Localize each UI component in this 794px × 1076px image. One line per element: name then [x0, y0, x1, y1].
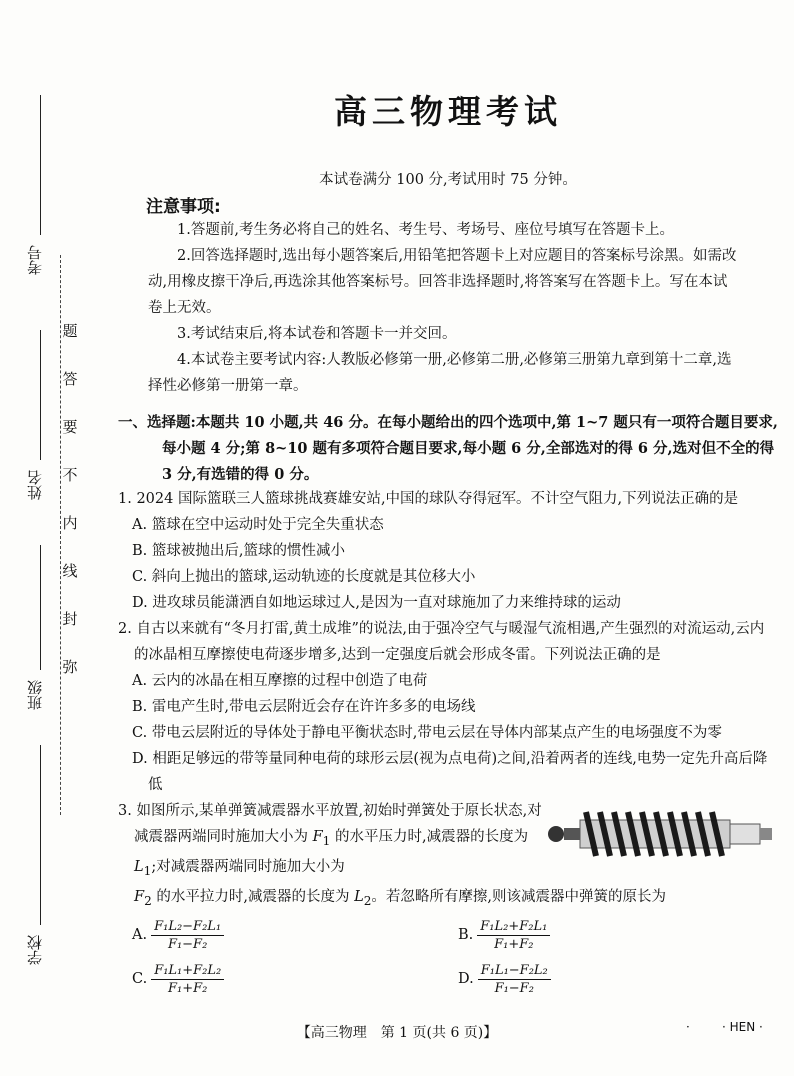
seal-char: 题 [62, 322, 78, 340]
notice-item: 2.回答选择题时,选出每小题答案后,用铅笔把答题卡上对应题目的答案标号涂黑。如需改动,用橡皮擦干净后,再选涂其他答案标号。回答非选择题时,将答案写在答题卡上。写在本试卷上无效。 [148, 248, 737, 316]
question-1 [118, 486, 778, 616]
page-title: 高三物理考试 [334, 92, 562, 131]
name-label: 姓名 [26, 470, 44, 500]
seal-char: 不 [62, 466, 78, 484]
question-3 [118, 798, 778, 1004]
option: C. 斜向上抛出的篮球,运动轨迹的长度就是其位移大小 [132, 569, 476, 585]
footer-mark: · HEN · [722, 1020, 763, 1034]
option: D. 进攻球员能潇洒自如地运球过人,是因为一直对球施加了力来维持球的运动 [132, 595, 621, 611]
choice-a: A. $\frac{\text{F₁L₂−F₂L₁}}{\text{F₁−F₂}}$ [132, 918, 224, 953]
notice-item: 4.本试卷主要考试内容:人教版必修第一册,必修第二册,必修第三册第九章到第十二章,选择性必修第一册第一章。 [148, 352, 732, 394]
seal-char: 弥 [62, 658, 78, 676]
exam-no-label: 考号 [26, 245, 44, 275]
question-stem: 1. 2024 国际篮联三人篮球挑战赛雄安站,中国的球队夺得冠军。不计空气阻力,下列说法正确的是 [118, 491, 739, 507]
seal-text [58, 320, 82, 704]
class-label: 班级 [26, 680, 44, 710]
footer-dot: · [686, 1020, 690, 1034]
class-line [40, 545, 41, 670]
question-list [118, 486, 778, 1004]
school-line [40, 745, 41, 925]
seal-char: 内 [62, 514, 78, 532]
question-stem: 3. 如图所示,某单弹簧减震器水平放置,初始时弹簧处于原长状态,对减震器两端同时施加大小为 $F_1$ 的水平压力时,减震器的长度为 $L_1$;对减震器两端同时施加大小为 [118, 803, 542, 878]
question-stem: 2. 自古以来就有“冬月打雷,黄土成堆”的说法,由于强冷空气与暖湿气流相遇,产生强烈的对流运动,云内的冰晶相互摩擦使电荷逐步增多,达到一定强度后就会形成冬雷。下列说法正确的是 [118, 621, 765, 663]
notice-list [148, 217, 740, 399]
binding-strip [0, 0, 100, 1076]
option: A. 云内的冰晶在相互摩擦的过程中创造了电荷 [132, 673, 428, 689]
seal-char: 封 [62, 610, 78, 628]
seal-char: 要 [62, 418, 78, 436]
choice-d: D. $\frac{\text{F₁L₁−F₂L₂}}{\text{F₁−F₂}}$ [458, 962, 551, 997]
option: B. 篮球被抛出后,篮球的惯性减小 [132, 543, 345, 559]
shock-absorber-image [546, 804, 776, 862]
notice-item: 3.考试结束后,将本试卷和答题卡一并交回。 [177, 326, 457, 342]
page-footer: 【高三物理 第 1 页(共 6 页)】 [296, 1025, 498, 1041]
option: C. 带电云层附近的导体处于静电平衡状态时,带电云层在导体内部某点产生的电场强度不为零 [132, 725, 722, 741]
school-label: 学校 [26, 935, 44, 965]
choice-b: B. $\frac{\text{F₁L₂+F₂L₁}}{\text{F₁+F₂}}$ [458, 918, 550, 953]
question-stem-tail: $F_2$ 的水平拉力时,减震器的长度为 $L_2$。若忽略所有摩擦,则该减震器中弹簧的原长为 [134, 888, 667, 908]
option: D. 相距足够远的带等量同种电荷的球形云层(视为点电荷)之间,沿着两者的连线,电势一定先升高后降低 [132, 751, 768, 793]
exam-no-line [40, 95, 41, 235]
choice-c: C. $\frac{\text{F₁L₁+F₂L₂}}{\text{F₁+F₂}}$ [132, 962, 224, 997]
exam-info: 本试卷满分 100 分,考试用时 75 分钟。 [319, 172, 577, 188]
option: B. 雷电产生时,带电云层附近会存在许许多多的电场线 [132, 699, 476, 715]
seal-char: 线 [62, 562, 78, 580]
notice-item: 1.答题前,考生务必将自己的姓名、考生号、考场号、座位号填写在答题卡上。 [177, 222, 674, 238]
seal-char: 答 [62, 370, 78, 388]
option: A. 篮球在空中运动时处于完全失重状态 [132, 517, 384, 533]
notice-heading: 注意事项: [146, 197, 221, 217]
name-line [40, 330, 41, 460]
answer-choices [118, 914, 778, 1004]
question-2 [118, 616, 778, 798]
section-heading: 一、选择题:本题共 10 小题,共 46 分。在每小题给出的四个选项中,第 1~7 题只有一项符合题目要求,每小题 4 分;第 8~10 题有多项符合题目要求,每小题 6 分,全部选对的得 6 分,选对但不全的得 3 分,有选错的得 0 分。 [118, 414, 778, 483]
